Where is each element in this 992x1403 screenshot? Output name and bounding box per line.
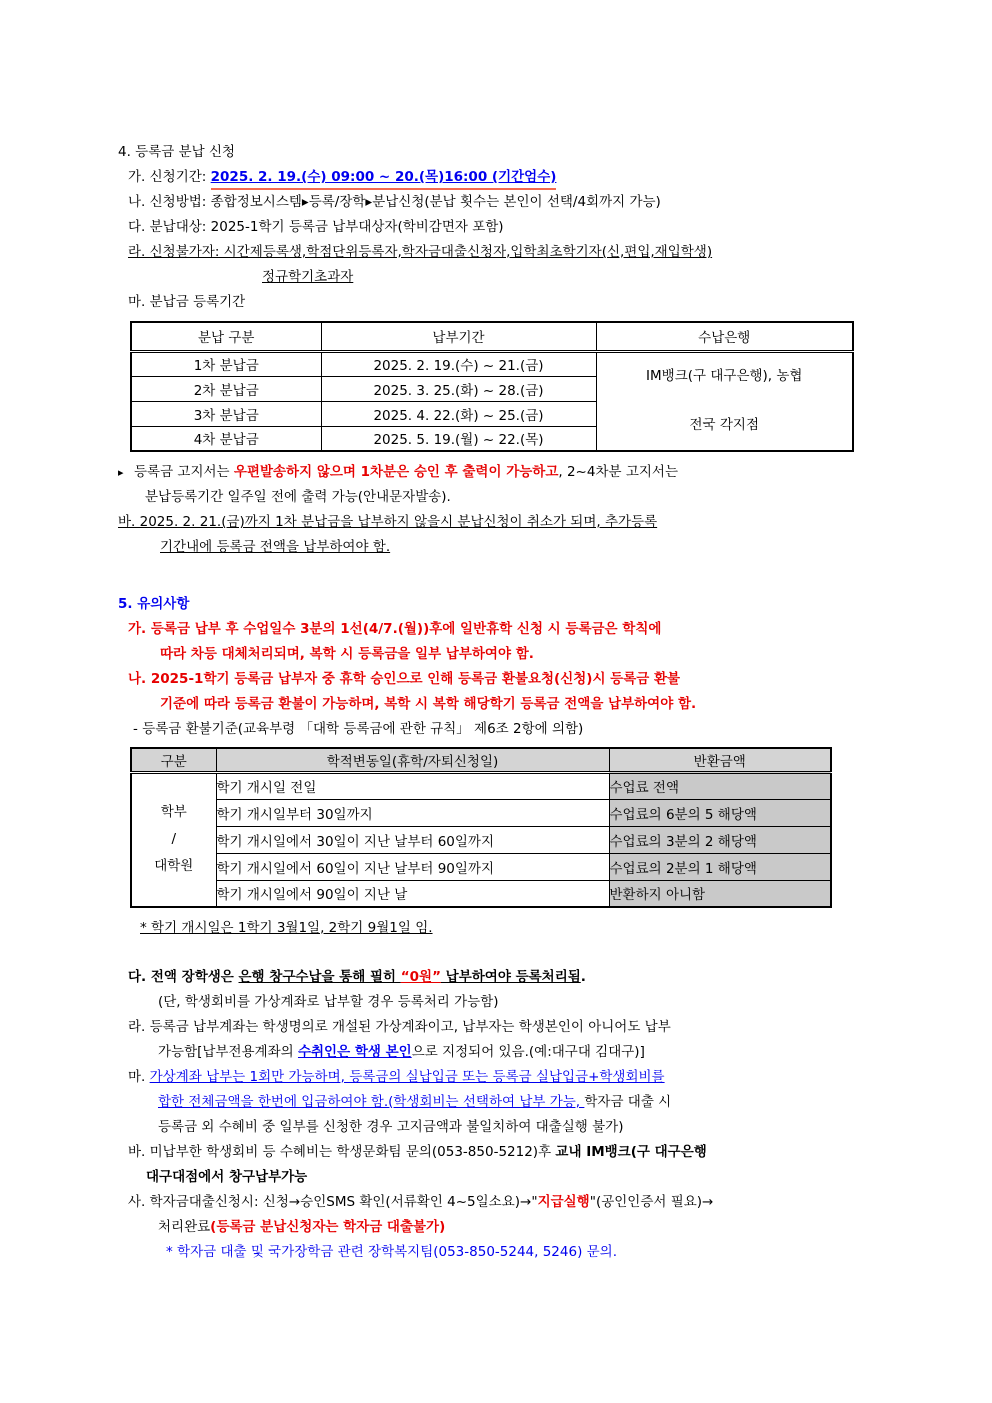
refund-event-3: 학기 개시일에서 30일이 지난 날부터 60일까지 (216, 826, 609, 853)
account-recipient: 수취인은 학생 본인 (297, 1044, 412, 1060)
scholarship-seg4: 납부하여야 등록처리됨 (440, 969, 581, 985)
table-row (131, 351, 853, 376)
semester-start-note (140, 916, 970, 941)
loan-seg1: 사. 학자금대출신청시: 신청→승인SMS 확인(서류확인 4~5일소요)→" (128, 1194, 538, 1210)
installment-4-name: 4차 분납금 (131, 426, 321, 451)
bill-notice-line1 (118, 460, 970, 485)
loan-execution: 지급실행 (537, 1194, 590, 1210)
scholarship-seg5: . (580, 969, 586, 985)
refund-amount-4: 수업료의 2분의 1 해당액 (609, 853, 831, 880)
section5-item-account-line1: 라. 등록금 납부계좌는 학생명의로 개설된 가상계좌이고, 납부자는 학생본인이 아니어도 납부 (128, 1019, 671, 1035)
section5-title: 5. 유의사항 (118, 596, 190, 612)
refund-amount-3: 수업료의 3분의 2 해당액 (609, 826, 831, 853)
section5-item-virtual-account-line3: 등록금 외 수혜비 중 일부를 신청한 경우 고지금액과 불일치하여 대출실행 불가) (158, 1119, 624, 1135)
header-status-change-date: 학적변동일(휴학/자퇴신청일) (216, 748, 609, 772)
refund-amount-5: 반환하지 아니함 (609, 880, 831, 907)
virtual-account-link2: 합한 전체금액을 한번에 입금하여야 함.(학생회비는 선택하여 납부 가능, (158, 1094, 585, 1110)
refund-table-row (131, 772, 831, 799)
section5-item-refund-line2: 기준에 따라 등록금 환불이 가능하며, 복학 시 복학 해당학기 등록금 전액을 납부하여야 함. (160, 696, 697, 712)
bank-cell (596, 351, 853, 451)
refund-event-4: 학기 개시일에서 60일이 지난 날부터 90일까지 (216, 853, 609, 880)
application-method-value: 종합정보시스템▸등록/장학▸분납신청(분납 횟수는 본인이 선택/4회까지 가능) (210, 194, 661, 210)
category-slash: / (171, 831, 177, 848)
section5-item-leave-line1: 가. 등록금 납부 후 수업일수 3분의 1선(4/7.(월))후에 일반휴학 신청 시 등록금은 학칙에 (128, 621, 662, 637)
refund-criteria-reference: - 등록금 환불기준(교육부령 「대학 등록금에 관한 규칙」 제6조 2항에 의함) (133, 721, 584, 737)
not-eligible-line1: 라. 신청불가자: 시간제등록생,학점단위등록자,학자금대출신청자,입학최초학기자(신,편입,재입학생) (128, 244, 713, 260)
loan-restriction: (등록금 분납신청자는 학자금 대출불가) (210, 1219, 446, 1235)
scholarship-zero-won: “0원” (400, 969, 441, 985)
section5-item-scholarship-cont: (단, 학생회비를 가상계좌로 납부할 경우 등록처리 가능함) (158, 994, 499, 1010)
section4-item-not-eligible (128, 240, 970, 265)
refund-table-row (131, 826, 831, 853)
refund-table-row (131, 853, 831, 880)
installment-1-name: 1차 분납금 (131, 351, 321, 376)
section5-item-loan-line2 (158, 1215, 970, 1240)
installment-1-period: 2025. 2. 19.(수) ~ 21.(금) (321, 351, 596, 376)
virtual-account-prefix: 마. (128, 1069, 150, 1085)
scholarship-seg2: 은행 창구수납을 통해 필히 (238, 969, 401, 985)
triangle-bullet-icon: ▸ (118, 466, 124, 479)
bill-notice-seg2: 우편발송하지 않으며 1차분은 승인 후 출력이 가능하고 (233, 464, 559, 480)
refund-event-5: 학기 개시일에서 90일이 지난 날 (216, 880, 609, 907)
installment-payment-table (130, 321, 854, 452)
application-method-label: 나. 신청방법: (128, 194, 211, 210)
category-cell (131, 772, 216, 907)
bill-notice-seg1: 등록금 고지서는 (134, 464, 234, 480)
section4-item-application-method (128, 190, 970, 215)
header-payment-period: 납부기간 (321, 322, 596, 351)
document-content (118, 140, 970, 1265)
refund-table-header-row (131, 748, 831, 772)
header-category: 구분 (131, 748, 216, 772)
loan-complete: 처리완료 (158, 1219, 211, 1235)
loan-contact-note (166, 1240, 970, 1265)
installment-2-name: 2차 분납금 (131, 376, 321, 401)
section4-title: 4. 등록금 분납 신청 (118, 144, 236, 160)
header-refund-amount: 반환금액 (609, 748, 831, 772)
section4-item-installment-target (128, 215, 970, 240)
installment-4-period: 2025. 5. 19.(월) ~ 22.(목) (321, 426, 596, 451)
section5-item-unpaid-fee-line1 (128, 1140, 970, 1165)
section5-item-unpaid-fee-line2 (146, 1165, 970, 1190)
section5-item-leave-line2: 따라 차등 대체처리되며, 복학 시 등록금을 일부 납부하여야 함. (160, 646, 534, 662)
bank-name: IM뱅크(구 대구은행), 농협 (646, 368, 803, 385)
unpaid-fee-bank: 교내 IM뱅크(구 대구은행 (555, 1144, 707, 1160)
installment-target-value: 2025-1학기 등록금 납부대상자(학비감면자 포함) (210, 219, 504, 235)
cancellation-line2: 기간내에 등록금 전액을 납부하여야 함. (160, 539, 391, 555)
application-period-value: 2025. 2. 19.(수) 09:00 ~ 20.(목)16:00 (기간엄수) (210, 169, 557, 185)
semester-start-note-text: * 학기 개시일은 1학기 3월1일, 2학기 9월1일 임. (140, 920, 433, 936)
category-grad: 대학원 (154, 858, 194, 875)
scholarship-seg1: 다. 전액 장학생은 (128, 969, 239, 985)
section4-item-cancellation (118, 510, 970, 535)
virtual-account-link1: 가상계좌 납부는 1회만 가능하며, 등록금의 실납입금 또는 등록금 실납입금+학생회비를 (149, 1069, 665, 1085)
virtual-account-rest: 학자금 대출 시 (584, 1094, 672, 1110)
refund-event-2: 학기 개시일부터 30일까지 (216, 799, 609, 826)
table-header-row (131, 322, 853, 351)
section4-item-registration-period: 마. 분납금 등록기간 (128, 294, 246, 310)
section4-item-application-period (128, 165, 970, 190)
category-undergrad: 학부 (160, 804, 187, 821)
installment-target-label: 다. 분납대상: (128, 219, 211, 235)
application-period-red-underline (211, 168, 557, 190)
installment-3-name: 3차 분납금 (131, 401, 321, 426)
loan-seg3: "(공인인증서 필요)→ (589, 1194, 714, 1210)
application-period-label: 가. 신청기간: (128, 169, 211, 185)
bill-notice-line2: 분납등록기간 일주일 전에 출력 가능(안내문자발송). (145, 489, 451, 505)
not-eligible-line2: 정규학기초과자 (262, 269, 354, 285)
refund-table-row (131, 799, 831, 826)
section5-item-virtual-account-line2 (158, 1090, 970, 1115)
section5-item-loan-line1 (128, 1190, 970, 1215)
section4-item-not-eligible-cont (262, 265, 970, 290)
section5-item-refund-line1: 나. 2025-1학기 등록금 납부자 중 휴학 승인으로 인해 등록금 환불요청(신청)시 등록금 환불 (128, 671, 681, 687)
account-seg1: 가능함[납부전용계좌의 (158, 1044, 298, 1060)
refund-amount-1: 수업료 전액 (609, 772, 831, 799)
cancellation-line1: 바. 2025. 2. 21.(금)까지 1차 분납금을 납부하지 않을시 분납신청이 취소가 되며, 추가등록 (118, 514, 658, 530)
refund-event-1: 학기 개시일 전일 (216, 772, 609, 799)
bank-branches: 전국 각지점 (689, 417, 759, 434)
section4-item-cancellation-cont (160, 535, 970, 560)
installment-2-period: 2025. 3. 25.(화) ~ 28.(금) (321, 376, 596, 401)
refund-table-row (131, 880, 831, 907)
account-seg3: 으로 지정되어 있음.(예:대구대 김대구)] (411, 1044, 645, 1060)
refund-amount-2: 수업료의 6분의 5 해당액 (609, 799, 831, 826)
unpaid-fee-branch: 대구대점에서 창구납부가능 (146, 1169, 308, 1185)
header-receiving-bank: 수납은행 (596, 322, 853, 351)
unpaid-fee-seg1: 바. 미납부한 학생회비 등 수혜비는 학생문화팀 문의(053-850-5212)후 (128, 1144, 556, 1160)
loan-contact-text: * 학자금 대출 및 국가장학금 관련 장학복지팀(053-850-5244, 5246) 문의. (166, 1244, 618, 1260)
refund-criteria-table (130, 747, 832, 908)
header-installment-type: 분납 구분 (131, 322, 321, 351)
bill-notice-seg3: , 2~4차분 고지서는 (558, 464, 678, 480)
section5-item-scholarship (128, 965, 970, 990)
section5-item-account-line2 (158, 1040, 970, 1065)
section5-item-virtual-account-line1 (128, 1065, 970, 1090)
installment-3-period: 2025. 4. 22.(화) ~ 25.(금) (321, 401, 596, 426)
